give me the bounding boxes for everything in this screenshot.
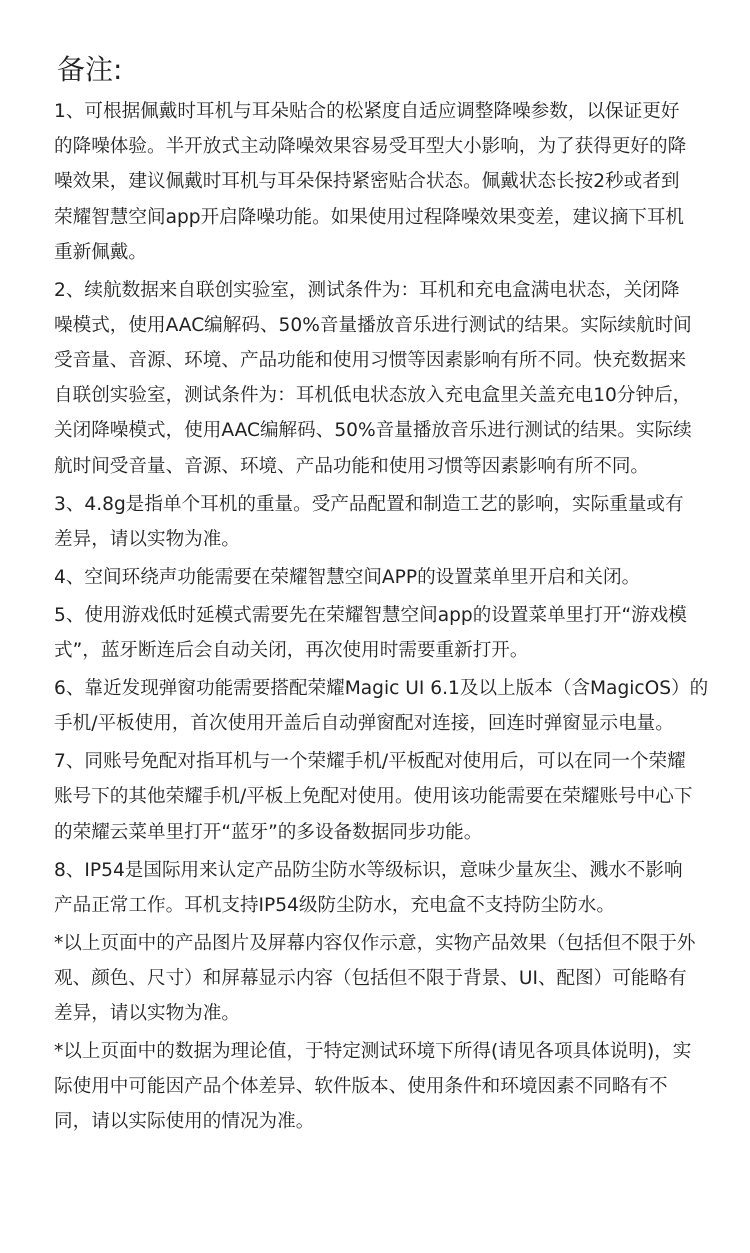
notes-list xyxy=(54,94,718,1142)
note-item xyxy=(54,1034,718,1140)
note-line: 航时间受音量、音源、环境、产品功能和使用习惯等因素影响有所不同。 xyxy=(54,455,650,477)
note-line: 关闭降噪模式，使用AAC编解码、50%音量播放音乐进行测试的结果。实际续 xyxy=(54,420,692,442)
note-item xyxy=(54,598,718,668)
note-line: 自联创实验室，测试条件为：耳机低电状态放入充电盒里关盖充电10分钟后， xyxy=(54,385,692,407)
note-line: 同，请以实际使用的情况为准。 xyxy=(54,1111,315,1133)
note-line: 的降噪体验。半开放式主动降噪效果容易受耳型大小影响，为了获得更好的降 xyxy=(54,136,687,158)
page-title: 备注: xyxy=(57,53,123,86)
note-line: 荣耀智慧空间app开启降噪功能。如果使用过程降噪效果变差，建议摘下耳机 xyxy=(54,206,685,228)
note-line: 噪效果，建议佩戴时耳机与耳朵保持紧密贴合状态。佩戴状态长按2秒或者到 xyxy=(54,171,680,193)
note-item xyxy=(54,853,718,923)
note-line: 差异，请以实物为准。 xyxy=(54,528,240,550)
note-line: *以上页面中的数据为理论值，于特定测试环境下所得(请见各项具体说明)，实 xyxy=(54,1041,692,1063)
note-line: 2、续航数据来自联创实验室，测试条件为：耳机和充电盒满电状态，关闭降 xyxy=(54,279,680,301)
note-item xyxy=(54,744,718,850)
note-line: 4、空间环绕声功能需要在荣耀智慧空间APP的设置菜单里开启和关闭。 xyxy=(54,566,641,588)
note-line: 差异，请以实物为准。 xyxy=(54,1003,240,1025)
note-item xyxy=(54,926,718,1032)
note-line: 式”，蓝牙断连后会自动关闭，再次使用时需要重新打开。 xyxy=(54,640,529,661)
note-line: 8、IP54是国际用来认定产品防尘防水等级标识，意味少量灰尘、溅水不影响 xyxy=(54,859,683,881)
note-line: 产品正常工作。耳机支持IP54级防尘防水，充电盒不支持防尘防水。 xyxy=(54,894,615,916)
note-line: *以上页面中的产品图片及屏幕内容仅作示意，实物产品效果（包括但不限于外 xyxy=(54,932,696,954)
note-line: 账号下的其他荣耀手机/平板上免配对使用。使用该功能需要在荣耀账号中心下 xyxy=(54,786,693,808)
note-line: 5、使用游戏低时延模式需要先在荣耀智慧空间app的设置菜单里打开“游戏模 xyxy=(54,604,687,626)
note-line: 3、4.8g是指单个耳机的重量。受产品配置和制造工艺的影响，实际重量或有 xyxy=(54,493,684,515)
note-item xyxy=(54,671,718,741)
note-item xyxy=(54,94,718,270)
note-item xyxy=(54,273,718,484)
note-item xyxy=(54,560,718,595)
note-line: 重新佩戴。 xyxy=(54,241,147,263)
note-line: 观、颜色、尺寸）和屏幕显示内容（包括但不限于背景、UI、配图）可能略有 xyxy=(54,967,687,989)
note-line: 际使用中可能因产品个体差异、软件版本、使用条件和环境因素不同略有不 xyxy=(54,1076,668,1098)
note-line: 6、靠近发现弹窗功能需要搭配荣耀Magic UI 6.1及以上版本（含MagicOS）的 xyxy=(54,677,709,699)
note-line: 7、同账号免配对指耳机与一个荣耀手机/平板配对使用后，可以在同一个荣耀 xyxy=(54,751,686,773)
note-item xyxy=(54,487,718,557)
note-line: 噪模式，使用AAC编解码、50%音量播放音乐进行测试的结果。实际续航时间 xyxy=(54,314,692,336)
note-line: 受音量、音源、环境、产品功能和使用习惯等因素影响有所不同。快充数据来 xyxy=(54,350,687,372)
note-line: 手机/平板使用，首次使用开盖后自动弹窗配对连接，回连时弹窗显示电量。 xyxy=(54,713,674,735)
note-line: 1、可根据佩戴时耳机与耳朵贴合的松紧度自适应调整降噪参数，以保证更好 xyxy=(54,101,680,122)
note-line: 的荣耀云菜单里打开“蓝牙”的多设备数据同步功能。 xyxy=(54,821,483,843)
